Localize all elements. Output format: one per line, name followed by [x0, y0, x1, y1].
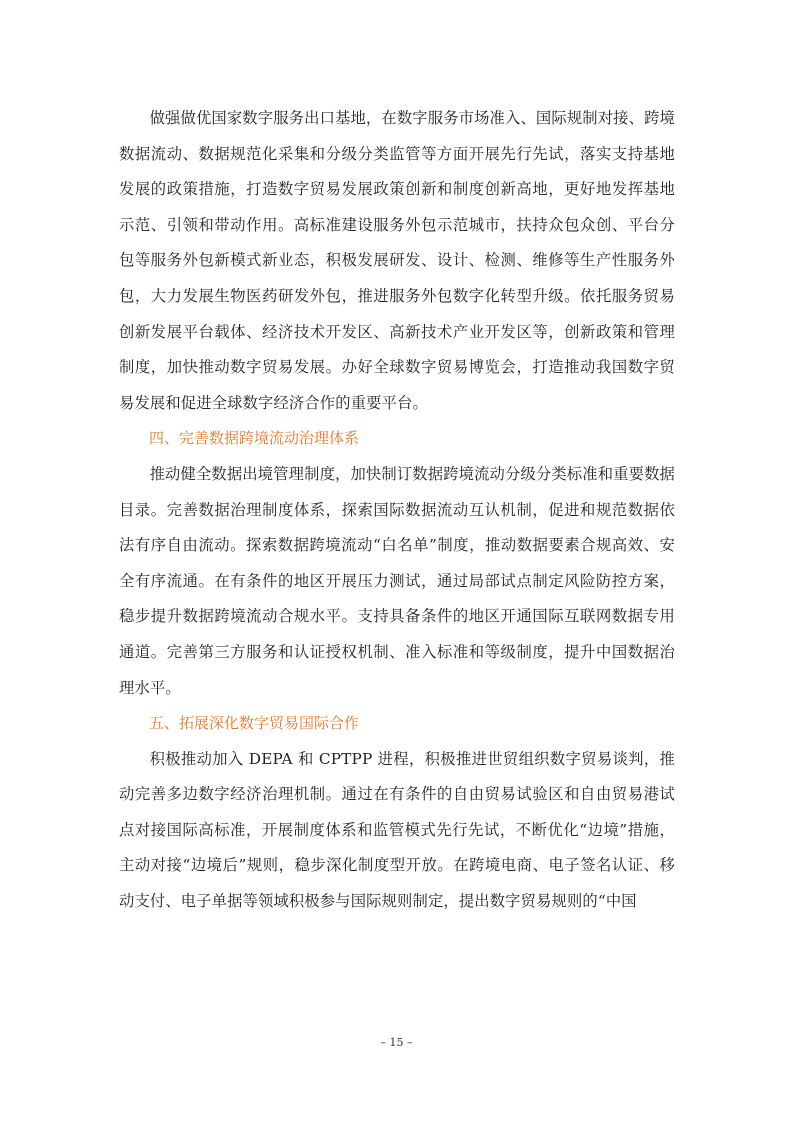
paragraph-depa-cptpp: 积极推动加入 DEPA 和 CPTPP 进程，积极推进世贸组织数字贸易谈判，推动完善多边数字经济治理机制。通过在有条件的自由贸易试验区和自由贸易港试点对接国际高标准，开展制度体系和监管模式先行先试，不断优化“边境”措施，主动对接“边境后”规则，稳步深化制度型开放。在跨境电商、电子签名认证、移动支付、电子单据等领域积极参与国际规则制定，提出数字贸易规则的“中国	[119, 749, 675, 911]
paragraph-data-export-management: 推动健全数据出境管理制度，加快制订数据跨境流动分级分类标准和重要数据目录。完善数据治理制度体系，探索国际数据流动互认机制，促进和规范数据依法有序自由流动。探索数据跨境流动“白名单”制度，推动数据要素合规高效、安全有序流通。在有条件的地区开展压力测试，通过局部试点制定风险防控方案，稳步提升数据跨境流动合规水平。支持具备条件的地区开通国际互联网数据专用通道。完善第三方服务和认证授权机制、准入标准和等级制度，提升中国数据治理水平。	[119, 464, 675, 697]
paragraph-digital-service-export-base: 做强做优国家数字服务出口基地，在数字服务市场准入、国际规制对接、跨境数据流动、数据规范化采集和分级分类监管等方面开展先行先试，落实支持基地发展的政策措施，打造数字贸易发展政策创新和制度创新高地，更好地发挥基地示范、引领和带动作用。高标准建设服务外包示范城市，扶持众包众创、平台分包等服务外包新模式新业态，积极发展研发、设计、检测、维修等生产性服务外包，大力发展生物医药研发外包，推进服务外包数字化转型升级。依托服务贸易创新发展平台载体、经济技术开发区、高新技术产业开发区等，创新政策和管理制度，加快推动数字贸易发展。办好全球数字贸易博览会，打造推动我国数字贸易发展和促进全球数字经济合作的重要平台。	[119, 109, 675, 412]
document-body	[119, 101, 675, 920]
section-heading-data-cross-border-governance: 四、完善数据跨境流动治理体系	[149, 429, 360, 448]
section-heading-international-cooperation: 五、拓展深化数字贸易国际合作	[149, 714, 360, 733]
page-number: – 15 –	[380, 1036, 413, 1049]
